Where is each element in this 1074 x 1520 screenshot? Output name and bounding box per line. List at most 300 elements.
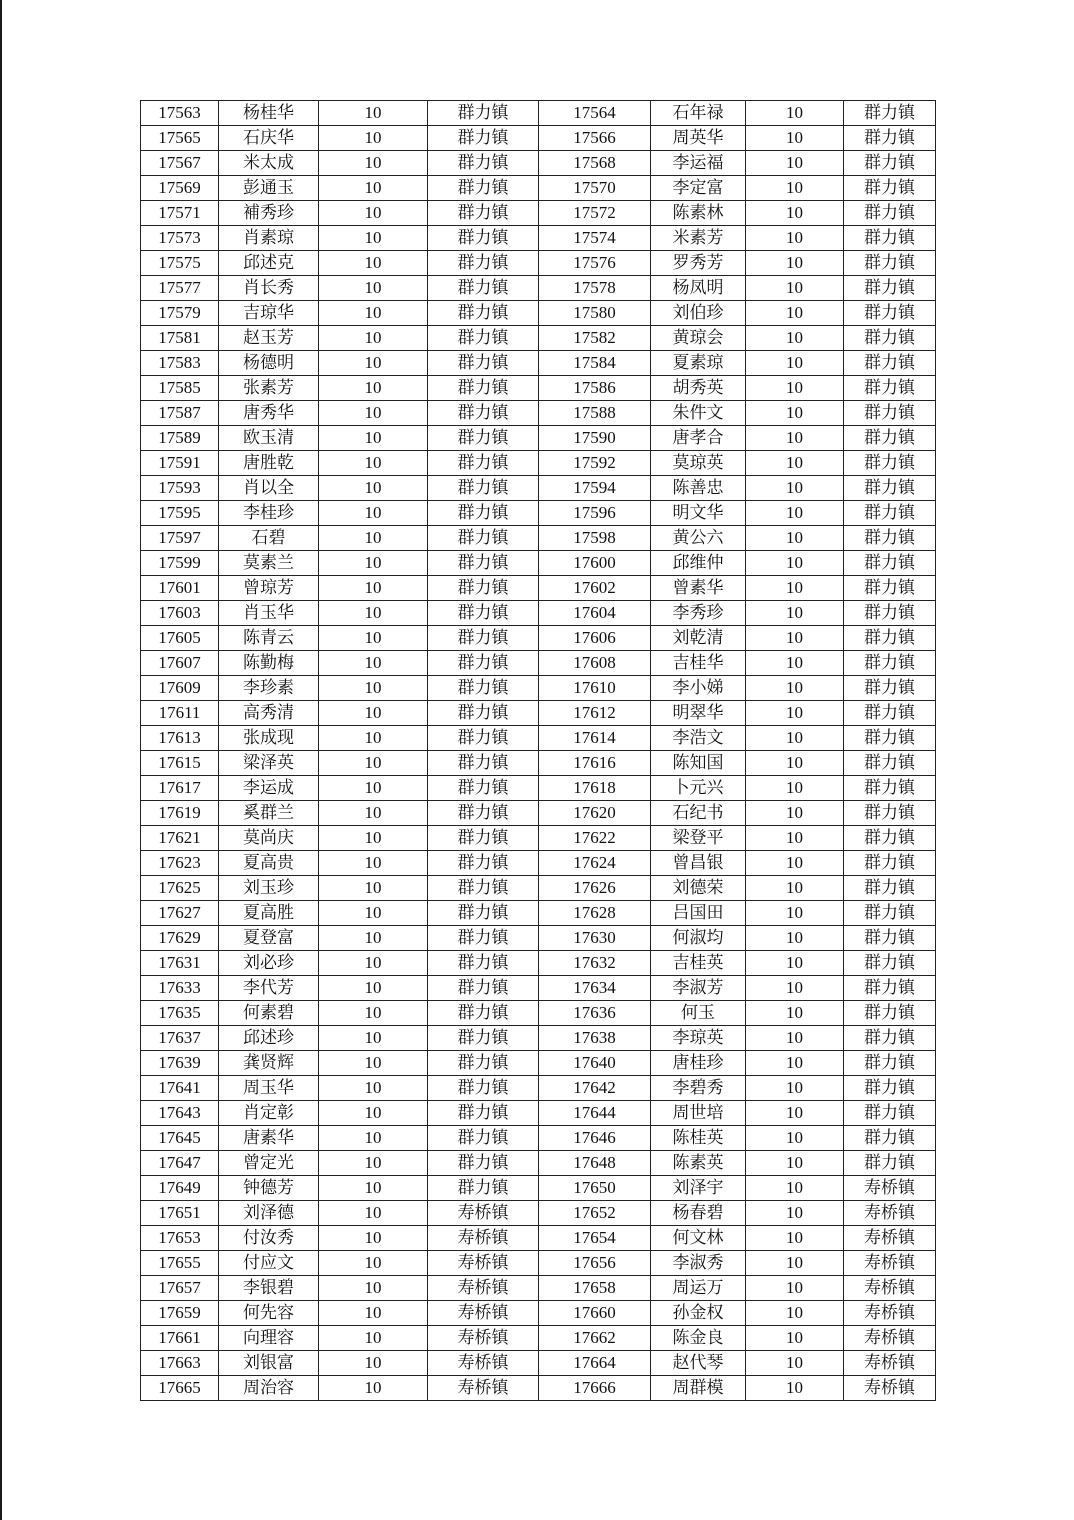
person-name-cell: 唐素华 (219, 1126, 319, 1151)
person-name-cell: 何淑均 (651, 926, 746, 951)
row-id-cell: 17565 (141, 126, 219, 151)
row-id-cell: 17594 (539, 476, 651, 501)
town-cell: 寿桥镇 (428, 1376, 539, 1401)
person-name-cell: 陈金良 (651, 1326, 746, 1351)
table-row (141, 151, 936, 176)
town-cell: 群力镇 (844, 801, 936, 826)
row-id-cell: 17590 (539, 426, 651, 451)
amount-cell: 10 (746, 576, 844, 601)
town-cell: 群力镇 (428, 801, 539, 826)
town-cell: 群力镇 (844, 101, 936, 126)
town-cell: 群力镇 (428, 351, 539, 376)
row-id-cell: 17580 (539, 301, 651, 326)
table-row (141, 1326, 936, 1351)
town-cell: 群力镇 (844, 276, 936, 301)
town-cell: 群力镇 (844, 651, 936, 676)
person-name-cell: 陈桂英 (651, 1126, 746, 1151)
table-row (141, 826, 936, 851)
amount-cell: 10 (319, 551, 428, 576)
person-name-cell: 米素芳 (651, 226, 746, 251)
person-name-cell: 李运福 (651, 151, 746, 176)
row-id-cell: 17645 (141, 1126, 219, 1151)
amount-cell: 10 (746, 701, 844, 726)
person-name-cell: 刘伯珍 (651, 301, 746, 326)
town-cell: 寿桥镇 (428, 1326, 539, 1351)
person-name-cell: 陈素林 (651, 201, 746, 226)
row-id-cell: 17602 (539, 576, 651, 601)
row-id-cell: 17599 (141, 551, 219, 576)
town-cell: 群力镇 (844, 1126, 936, 1151)
scan-edge-artifact (0, 0, 2, 1520)
amount-cell: 10 (319, 101, 428, 126)
row-id-cell: 17577 (141, 276, 219, 301)
town-cell: 群力镇 (844, 176, 936, 201)
person-name-cell: 明翠华 (651, 701, 746, 726)
town-cell: 群力镇 (428, 601, 539, 626)
row-id-cell: 17606 (539, 626, 651, 651)
town-cell: 群力镇 (428, 726, 539, 751)
row-id-cell: 17612 (539, 701, 651, 726)
table-row (141, 501, 936, 526)
person-name-cell: 何先容 (219, 1301, 319, 1326)
amount-cell: 10 (746, 401, 844, 426)
row-id-cell: 17643 (141, 1101, 219, 1126)
amount-cell: 10 (746, 1226, 844, 1251)
roster-table (140, 100, 936, 1401)
row-id-cell: 17571 (141, 201, 219, 226)
row-id-cell: 17607 (141, 651, 219, 676)
row-id-cell: 17609 (141, 676, 219, 701)
person-name-cell: 邱述克 (219, 251, 319, 276)
town-cell: 群力镇 (844, 601, 936, 626)
amount-cell: 10 (319, 1201, 428, 1226)
amount-cell: 10 (746, 1351, 844, 1376)
town-cell: 群力镇 (428, 551, 539, 576)
town-cell: 群力镇 (428, 526, 539, 551)
row-id-cell: 17631 (141, 951, 219, 976)
row-id-cell: 17596 (539, 501, 651, 526)
person-name-cell: 陈勤梅 (219, 651, 319, 676)
row-id-cell: 17623 (141, 851, 219, 876)
amount-cell: 10 (319, 826, 428, 851)
town-cell: 群力镇 (844, 951, 936, 976)
row-id-cell: 17591 (141, 451, 219, 476)
amount-cell: 10 (319, 776, 428, 801)
amount-cell: 10 (319, 751, 428, 776)
amount-cell: 10 (746, 276, 844, 301)
table-row (141, 1351, 936, 1376)
row-id-cell: 17653 (141, 1226, 219, 1251)
town-cell: 寿桥镇 (428, 1201, 539, 1226)
person-name-cell: 肖以全 (219, 476, 319, 501)
amount-cell: 10 (746, 1001, 844, 1026)
person-name-cell: 李淑芳 (651, 976, 746, 1001)
row-id-cell: 17595 (141, 501, 219, 526)
row-id-cell: 17587 (141, 401, 219, 426)
row-id-cell: 17566 (539, 126, 651, 151)
row-id-cell: 17641 (141, 1076, 219, 1101)
town-cell: 群力镇 (428, 1151, 539, 1176)
row-id-cell: 17592 (539, 451, 651, 476)
person-name-cell: 夏高贵 (219, 851, 319, 876)
row-id-cell: 17600 (539, 551, 651, 576)
amount-cell: 10 (746, 1251, 844, 1276)
town-cell: 群力镇 (844, 251, 936, 276)
table-row (141, 976, 936, 1001)
person-name-cell: 李琼英 (651, 1026, 746, 1051)
row-id-cell: 17664 (539, 1351, 651, 1376)
person-name-cell: 夏素琼 (651, 351, 746, 376)
row-id-cell: 17615 (141, 751, 219, 776)
town-cell: 群力镇 (844, 1101, 936, 1126)
amount-cell: 10 (319, 426, 428, 451)
row-id-cell: 17650 (539, 1176, 651, 1201)
town-cell: 群力镇 (844, 426, 936, 451)
amount-cell: 10 (319, 1176, 428, 1201)
amount-cell: 10 (746, 951, 844, 976)
table-row (141, 876, 936, 901)
amount-cell: 10 (319, 1251, 428, 1276)
table-row (141, 626, 936, 651)
amount-cell: 10 (319, 201, 428, 226)
person-name-cell: 赵代琴 (651, 1351, 746, 1376)
table-row (141, 176, 936, 201)
person-name-cell: 莫素兰 (219, 551, 319, 576)
row-id-cell: 17573 (141, 226, 219, 251)
person-name-cell: 赵玉芳 (219, 326, 319, 351)
row-id-cell: 17646 (539, 1126, 651, 1151)
row-id-cell: 17624 (539, 851, 651, 876)
table-row (141, 426, 936, 451)
person-name-cell: 唐秀华 (219, 401, 319, 426)
person-name-cell: 刘泽宇 (651, 1176, 746, 1201)
person-name-cell: 邱述珍 (219, 1026, 319, 1051)
person-name-cell: 補秀珍 (219, 201, 319, 226)
person-name-cell: 陈知国 (651, 751, 746, 776)
person-name-cell: 周治容 (219, 1376, 319, 1401)
amount-cell: 10 (319, 451, 428, 476)
row-id-cell: 17665 (141, 1376, 219, 1401)
person-name-cell: 唐桂珍 (651, 1051, 746, 1076)
table-row (141, 351, 936, 376)
person-name-cell: 莫琼英 (651, 451, 746, 476)
town-cell: 群力镇 (844, 576, 936, 601)
amount-cell: 10 (746, 176, 844, 201)
table-row (141, 776, 936, 801)
amount-cell: 10 (746, 351, 844, 376)
person-name-cell: 莫尚庆 (219, 826, 319, 851)
row-id-cell: 17644 (539, 1101, 651, 1126)
town-cell: 寿桥镇 (428, 1301, 539, 1326)
town-cell: 寿桥镇 (844, 1301, 936, 1326)
row-id-cell: 17579 (141, 301, 219, 326)
person-name-cell: 周运万 (651, 1276, 746, 1301)
amount-cell: 10 (746, 1301, 844, 1326)
table-row (141, 376, 936, 401)
town-cell: 寿桥镇 (844, 1351, 936, 1376)
person-name-cell: 陈善忠 (651, 476, 746, 501)
row-id-cell: 17614 (539, 726, 651, 751)
town-cell: 群力镇 (844, 451, 936, 476)
table-row (141, 1001, 936, 1026)
row-id-cell: 17648 (539, 1151, 651, 1176)
amount-cell: 10 (746, 326, 844, 351)
row-id-cell: 17586 (539, 376, 651, 401)
row-id-cell: 17581 (141, 326, 219, 351)
row-id-cell: 17649 (141, 1176, 219, 1201)
row-id-cell: 17585 (141, 376, 219, 401)
table-row (141, 551, 936, 576)
person-name-cell: 曾定光 (219, 1151, 319, 1176)
row-id-cell: 17637 (141, 1026, 219, 1051)
person-name-cell: 向理容 (219, 1326, 319, 1351)
town-cell: 群力镇 (844, 151, 936, 176)
row-id-cell: 17630 (539, 926, 651, 951)
amount-cell: 10 (319, 501, 428, 526)
amount-cell: 10 (319, 276, 428, 301)
town-cell: 群力镇 (844, 851, 936, 876)
table-row (141, 1201, 936, 1226)
town-cell: 群力镇 (428, 1176, 539, 1201)
town-cell: 群力镇 (428, 701, 539, 726)
town-cell: 群力镇 (428, 376, 539, 401)
person-name-cell: 李银碧 (219, 1276, 319, 1301)
row-id-cell: 17617 (141, 776, 219, 801)
person-name-cell: 周玉华 (219, 1076, 319, 1101)
row-id-cell: 17578 (539, 276, 651, 301)
town-cell: 群力镇 (844, 501, 936, 526)
town-cell: 群力镇 (428, 476, 539, 501)
amount-cell: 10 (319, 1101, 428, 1126)
row-id-cell: 17611 (141, 701, 219, 726)
town-cell: 寿桥镇 (844, 1276, 936, 1301)
row-id-cell: 17656 (539, 1251, 651, 1276)
amount-cell: 10 (319, 1076, 428, 1101)
amount-cell: 10 (746, 601, 844, 626)
person-name-cell: 钟德芳 (219, 1176, 319, 1201)
amount-cell: 10 (746, 726, 844, 751)
person-name-cell: 石庆华 (219, 126, 319, 151)
person-name-cell: 肖玉华 (219, 601, 319, 626)
row-id-cell: 17618 (539, 776, 651, 801)
person-name-cell: 米太成 (219, 151, 319, 176)
row-id-cell: 17572 (539, 201, 651, 226)
row-id-cell: 17583 (141, 351, 219, 376)
table-row (141, 1301, 936, 1326)
amount-cell: 10 (319, 251, 428, 276)
amount-cell: 10 (746, 376, 844, 401)
person-name-cell: 肖素琼 (219, 226, 319, 251)
town-cell: 群力镇 (844, 726, 936, 751)
person-name-cell: 石纪书 (651, 801, 746, 826)
table-row (141, 851, 936, 876)
amount-cell: 10 (319, 1376, 428, 1401)
amount-cell: 10 (746, 451, 844, 476)
amount-cell: 10 (746, 901, 844, 926)
amount-cell: 10 (746, 126, 844, 151)
amount-cell: 10 (746, 426, 844, 451)
row-id-cell: 17654 (539, 1226, 651, 1251)
row-id-cell: 17567 (141, 151, 219, 176)
table-row (141, 251, 936, 276)
town-cell: 群力镇 (844, 876, 936, 901)
person-name-cell: 梁登平 (651, 826, 746, 851)
table-row (141, 701, 936, 726)
row-id-cell: 17568 (539, 151, 651, 176)
table-row (141, 1101, 936, 1126)
town-cell: 群力镇 (428, 826, 539, 851)
town-cell: 群力镇 (428, 926, 539, 951)
row-id-cell: 17564 (539, 101, 651, 126)
table-row (141, 726, 936, 751)
town-cell: 群力镇 (428, 651, 539, 676)
row-id-cell: 17620 (539, 801, 651, 826)
table-row (141, 901, 936, 926)
town-cell: 群力镇 (844, 1001, 936, 1026)
row-id-cell: 17570 (539, 176, 651, 201)
amount-cell: 10 (319, 351, 428, 376)
table-row (141, 1051, 936, 1076)
row-id-cell: 17655 (141, 1251, 219, 1276)
amount-cell: 10 (319, 1226, 428, 1251)
amount-cell: 10 (746, 1051, 844, 1076)
table-row (141, 101, 936, 126)
person-name-cell: 夏登富 (219, 926, 319, 951)
amount-cell: 10 (746, 826, 844, 851)
amount-cell: 10 (319, 326, 428, 351)
town-cell: 群力镇 (844, 626, 936, 651)
amount-cell: 10 (319, 1351, 428, 1376)
amount-cell: 10 (319, 1051, 428, 1076)
amount-cell: 10 (319, 601, 428, 626)
person-name-cell: 吉桂英 (651, 951, 746, 976)
amount-cell: 10 (746, 626, 844, 651)
amount-cell: 10 (746, 226, 844, 251)
row-id-cell: 17663 (141, 1351, 219, 1376)
table-row (141, 926, 936, 951)
town-cell: 群力镇 (844, 401, 936, 426)
row-id-cell: 17613 (141, 726, 219, 751)
town-cell: 群力镇 (428, 951, 539, 976)
town-cell: 群力镇 (844, 926, 936, 951)
row-id-cell: 17647 (141, 1151, 219, 1176)
town-cell: 群力镇 (844, 376, 936, 401)
row-id-cell: 17626 (539, 876, 651, 901)
person-name-cell: 周群模 (651, 1376, 746, 1401)
amount-cell: 10 (319, 526, 428, 551)
row-id-cell: 17629 (141, 926, 219, 951)
person-name-cell: 何文林 (651, 1226, 746, 1251)
amount-cell: 10 (319, 1026, 428, 1051)
row-id-cell: 17569 (141, 176, 219, 201)
town-cell: 群力镇 (844, 826, 936, 851)
person-name-cell: 欧玉清 (219, 426, 319, 451)
table-row (141, 1126, 936, 1151)
amount-cell: 10 (746, 676, 844, 701)
amount-cell: 10 (746, 876, 844, 901)
amount-cell: 10 (319, 126, 428, 151)
person-name-cell: 何素碧 (219, 1001, 319, 1026)
town-cell: 群力镇 (844, 701, 936, 726)
town-cell: 群力镇 (844, 776, 936, 801)
amount-cell: 10 (319, 576, 428, 601)
town-cell: 群力镇 (844, 126, 936, 151)
person-name-cell: 石碧 (219, 526, 319, 551)
row-id-cell: 17659 (141, 1301, 219, 1326)
row-id-cell: 17563 (141, 101, 219, 126)
person-name-cell: 奚群兰 (219, 801, 319, 826)
table-row (141, 651, 936, 676)
person-name-cell: 李代芳 (219, 976, 319, 1001)
person-name-cell: 杨凤明 (651, 276, 746, 301)
person-name-cell: 李定富 (651, 176, 746, 201)
amount-cell: 10 (319, 151, 428, 176)
town-cell: 群力镇 (428, 201, 539, 226)
person-name-cell: 黄公六 (651, 526, 746, 551)
row-id-cell: 17584 (539, 351, 651, 376)
town-cell: 群力镇 (844, 226, 936, 251)
table-row (141, 951, 936, 976)
town-cell: 群力镇 (844, 301, 936, 326)
town-cell: 群力镇 (428, 1101, 539, 1126)
amount-cell: 10 (746, 551, 844, 576)
amount-cell: 10 (319, 976, 428, 1001)
amount-cell: 10 (319, 926, 428, 951)
person-name-cell: 李秀珍 (651, 601, 746, 626)
amount-cell: 10 (319, 226, 428, 251)
row-id-cell: 17638 (539, 1026, 651, 1051)
amount-cell: 10 (319, 676, 428, 701)
amount-cell: 10 (746, 1076, 844, 1101)
person-name-cell: 付应文 (219, 1251, 319, 1276)
person-name-cell: 唐胜乾 (219, 451, 319, 476)
amount-cell: 10 (319, 476, 428, 501)
row-id-cell: 17652 (539, 1201, 651, 1226)
town-cell: 群力镇 (428, 326, 539, 351)
amount-cell: 10 (746, 976, 844, 1001)
table-row (141, 276, 936, 301)
amount-cell: 10 (319, 951, 428, 976)
amount-cell: 10 (319, 701, 428, 726)
amount-cell: 10 (319, 376, 428, 401)
amount-cell: 10 (746, 101, 844, 126)
person-name-cell: 吕国田 (651, 901, 746, 926)
roster-table-body (141, 101, 936, 1401)
town-cell: 群力镇 (844, 1076, 936, 1101)
person-name-cell: 黄琼会 (651, 326, 746, 351)
amount-cell: 10 (319, 1151, 428, 1176)
row-id-cell: 17628 (539, 901, 651, 926)
town-cell: 群力镇 (844, 1151, 936, 1176)
person-name-cell: 杨桂华 (219, 101, 319, 126)
person-name-cell: 周世培 (651, 1101, 746, 1126)
row-id-cell: 17634 (539, 976, 651, 1001)
town-cell: 寿桥镇 (428, 1351, 539, 1376)
town-cell: 群力镇 (428, 1126, 539, 1151)
table-row (141, 1176, 936, 1201)
person-name-cell: 刘银富 (219, 1351, 319, 1376)
person-name-cell: 杨德明 (219, 351, 319, 376)
person-name-cell: 曾昌银 (651, 851, 746, 876)
table-row (141, 201, 936, 226)
person-name-cell: 彭通玉 (219, 176, 319, 201)
town-cell: 群力镇 (428, 151, 539, 176)
amount-cell: 10 (319, 1126, 428, 1151)
person-name-cell: 刘德荣 (651, 876, 746, 901)
row-id-cell: 17597 (141, 526, 219, 551)
amount-cell: 10 (746, 476, 844, 501)
town-cell: 群力镇 (844, 476, 936, 501)
